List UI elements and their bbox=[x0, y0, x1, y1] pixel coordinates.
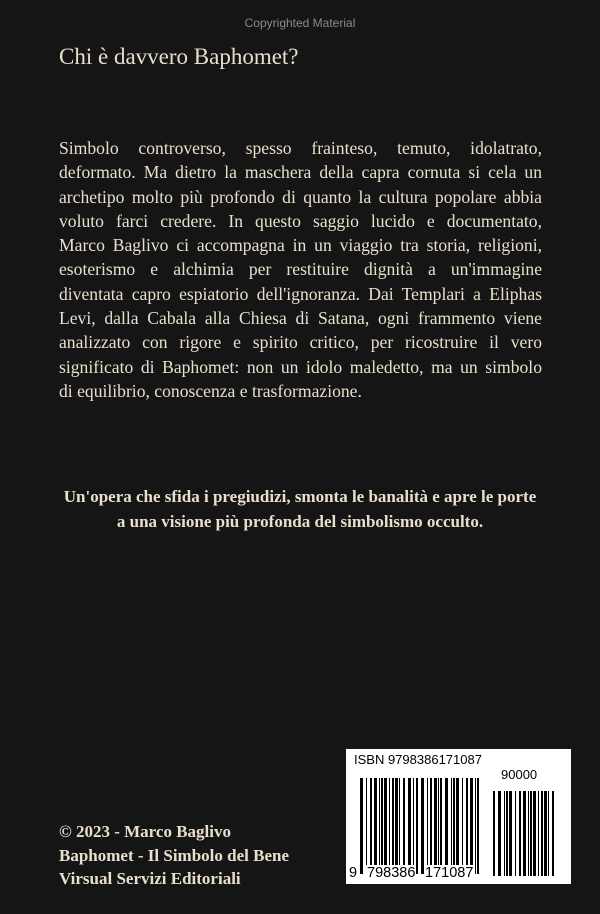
barcode-bar bbox=[421, 778, 424, 874]
blurb-line: archetipo molto più profondo di quanto la cultura popolare abbia bbox=[59, 186, 542, 207]
barcode-bar bbox=[462, 778, 463, 874]
blurb-line: di equilibrio, conoscenza e trasformazione. bbox=[59, 380, 362, 401]
barcode-bar bbox=[392, 778, 394, 874]
price-code: 90000 bbox=[501, 767, 538, 782]
blurb-line: deformato. Ma dietro la maschera della capra cornuta si cela un bbox=[59, 162, 542, 183]
barcode-bar bbox=[434, 778, 437, 874]
barcode-bar bbox=[413, 778, 414, 874]
blurb-line: diventata capro espiatorio dell'ignoranza. Dai Templari a Eliphas bbox=[59, 283, 542, 304]
barcode-bar bbox=[538, 791, 539, 876]
barcode-bar bbox=[416, 778, 418, 874]
barcode-bar bbox=[374, 778, 377, 874]
barcode-bar bbox=[399, 778, 400, 874]
barcode-bar bbox=[504, 791, 505, 876]
copyright-watermark: Copyrighted Material bbox=[244, 16, 356, 30]
blurb-line: significato di Baphomet: non un idolo maledetto, ma un simbolo bbox=[59, 356, 542, 377]
addon-bars bbox=[493, 791, 555, 876]
blurb-paragraph bbox=[59, 136, 542, 403]
credits bbox=[59, 820, 289, 891]
barcode-bar bbox=[445, 778, 448, 874]
book-title-line: Baphomet - Il Simbolo del Bene bbox=[59, 845, 289, 865]
tagline-line: a una visione più profonda del simbolismo occulto. bbox=[116, 512, 484, 531]
barcode-bar bbox=[519, 791, 521, 876]
barcode-bar bbox=[440, 778, 442, 874]
barcode-bar bbox=[360, 778, 363, 874]
barcode-bar bbox=[533, 791, 536, 876]
publisher-line: Virsual Servizi Editoriali bbox=[59, 869, 241, 888]
barcode-bar bbox=[544, 791, 547, 876]
barcode-digits-left: 798386 bbox=[367, 865, 416, 881]
blurb-line: esoterismo e alchimia per restituire dignità a un'immagine bbox=[59, 259, 542, 280]
barcode-bar bbox=[477, 778, 479, 874]
barcode-bar bbox=[384, 778, 387, 874]
barcode-bar bbox=[389, 778, 390, 874]
barcode-bar bbox=[470, 778, 473, 874]
blurb-line: analizzato con rigore e spirito critico, per ricostruire il vero bbox=[59, 332, 542, 353]
blurb-line: Levi, dalla Cabala alla Chiesa di Satana, ogni frammento viene bbox=[59, 308, 542, 329]
barcode-bar bbox=[456, 778, 459, 874]
barcode-bar bbox=[438, 778, 439, 874]
barcode-bar bbox=[548, 791, 549, 876]
barcode-bar bbox=[370, 778, 372, 874]
barcode-bar bbox=[552, 791, 554, 876]
barcode-bar bbox=[379, 778, 380, 874]
barcode-bar bbox=[366, 778, 367, 874]
isbn-label: ISBN 9798386171087 bbox=[354, 752, 482, 767]
isbn-barcode bbox=[346, 749, 571, 884]
barcode-bar bbox=[528, 791, 529, 876]
barcode-bar bbox=[493, 791, 495, 876]
tagline-line: Un'opera che sfida i pregiudizi, smonta le banalità e apre le porte bbox=[63, 487, 537, 506]
barcode-bar bbox=[498, 791, 501, 876]
cover-heading: Chi è davvero Baphomet? bbox=[59, 44, 299, 69]
barcode-bar bbox=[530, 791, 532, 876]
barcode-bar bbox=[403, 778, 405, 874]
barcode-digits-right: 171087 bbox=[425, 865, 474, 881]
barcode-bar bbox=[523, 791, 526, 876]
barcode-bar bbox=[453, 778, 455, 874]
barcode-bar bbox=[466, 778, 468, 874]
tagline bbox=[0, 484, 600, 534]
barcode-bar bbox=[451, 778, 452, 874]
barcode-bar bbox=[509, 791, 512, 876]
blurb-line: Simbolo controverso, spesso frainteso, temuto, idolatrato, bbox=[59, 138, 542, 158]
blurb-line: voluto farci credere. In questo saggio lucido e documentato, bbox=[59, 210, 542, 231]
barcode-bar bbox=[475, 778, 476, 874]
barcode-bar bbox=[430, 778, 432, 874]
blurb-line: Marco Baglivo ci accompagna in un viaggio tra storia, religioni, bbox=[59, 235, 542, 256]
barcode-bar bbox=[541, 791, 543, 876]
copyright-line: © 2023 - Marco Baglivo bbox=[59, 822, 231, 841]
barcode-bar bbox=[408, 778, 411, 874]
barcode-bar bbox=[427, 778, 428, 874]
barcode-bar bbox=[515, 791, 516, 876]
barcode-bar bbox=[381, 778, 383, 874]
barcode-bar bbox=[506, 791, 508, 876]
barcode-bar bbox=[395, 778, 398, 874]
barcode-digit-first: 9 bbox=[349, 865, 358, 881]
